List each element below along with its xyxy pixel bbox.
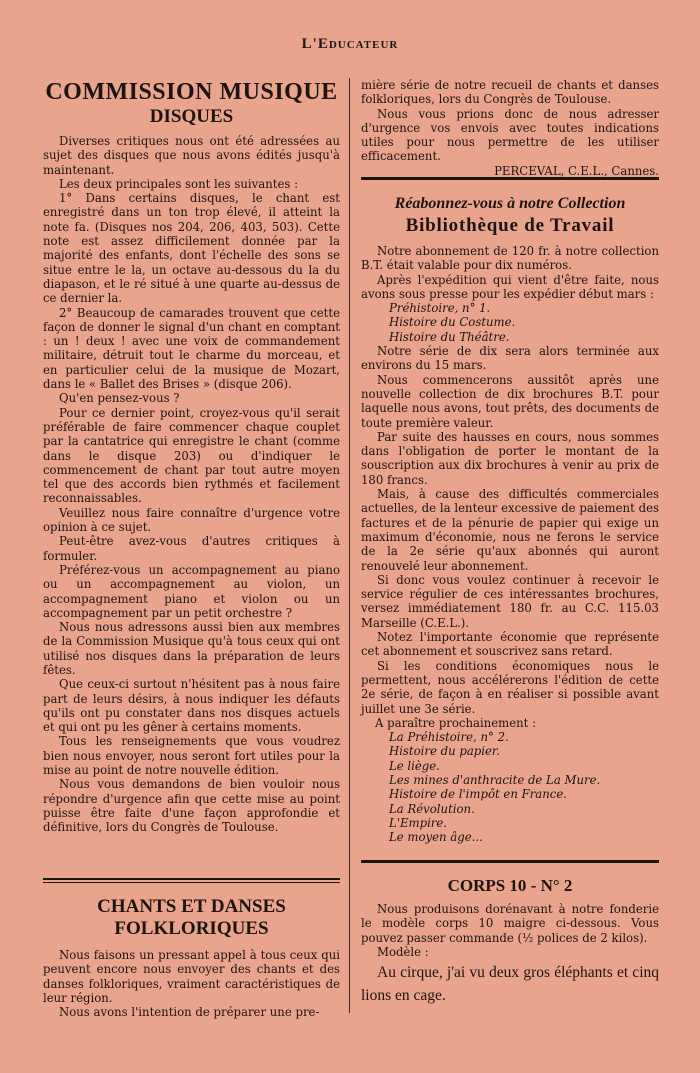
upcoming-list-item: Le moyen âge... [389,830,483,845]
paragraph: Pour ce dernier point, croyez-vous qu'il serait préférable de faire commencer chaque couplet par la cantatrice qui enregistre le chant (comme dans le disque 203) ou d'indiquer le commencement de chant par tout autre moyen tel que des accords bien rythmés et facilement reconnaissables. [43,405,340,506]
paragraph: Modèle : [377,944,429,959]
paragraph: Nous produisons dorénavant à notre fonderie le modèle corps 10 maigre ci-dessous. Vous pouvez passer commande (½ polices de 2 kilos). [361,902,659,945]
paragraph: Tous les renseignements que vous voudrez bien nous envoyer, nous seront fort utiles pour la mise au point de notre nouvelle édition. [43,734,340,778]
upcoming-list-item: Les mines d'anthracite de La Mure. [389,772,601,787]
reabonnez-title: Réabonnez-vous à notre Collection [394,195,626,212]
upcoming-list-item: Histoire de l'impôt en France. [389,787,567,802]
section-divider [361,860,659,863]
upcoming-list-item: Le liège. [389,758,440,773]
reabonnez-subtitle: Bibliothèque de Travail [405,215,615,236]
paragraph: Les deux principales sont les suivantes : [59,176,299,191]
paragraph: Nous faisons un pressant appel à tous ceux qui peuvent encore nous envoyer des chants et des danses folkloriques, vraiment caractéristiques de leur région. [43,948,340,1005]
paragraph: Qu'en pensez-vous ? [59,391,180,406]
upcoming-label: A paraître prochainement : [375,715,537,730]
paragraph: Diverses critiques nous ont été adressées au sujet des disques que nous avons édités jusqu'à maintenant. [43,134,340,177]
paragraph: Après l'expédition qui vient d'être faite, nous avons sous presse pour les expédier début mars : [361,272,659,301]
paragraph: Veuillez nous faire connaître d'urgence votre opinion à ce sujet. [43,505,340,535]
section-divider [361,177,659,180]
section-divider [43,878,340,883]
paragraph: 1° Dans certains disques, le chant est enregistré dans un ton trop élevé, il atteint la note fa. (Disques nos 204, 206, 403, 503). Cette note est assez difficilement donnée par la majorité des enfants, dont l'échelle des sons se situe entre le la, un octave au-dessous du la du diapason, et le ré situé à une quarte au-dessus de ce dernier la. [43,191,340,306]
running-title: L'Educateur [301,36,399,52]
paragraph: Nous vous demandons de bien vouloir nous répondre d'urgence afin que cette mise au point puisse être faite d'une façon approfondie et définitive, lors du Congrès de Toulouse. [43,777,340,835]
chants-continuation [361,78,659,178]
model-sample-text: Au cirque, j'ai vu deux gros éléphants et cinq lions en cage. [361,964,659,1005]
paragraph: Mais, à cause des difficultés commerciales actuelles, de la lenteur excessive de paiement des factures et de la pénurie de papier qui exige un maximum d'économie, nous ne ferons le service de la 2e série qu'aux abonnés qui auront renouvelé leur abonnement. [361,487,659,573]
upcoming-list-item: La Révolution. [389,801,475,816]
reabonnez-section [361,194,659,844]
paragraph: mière série de notre recueil de chants et danses folkloriques, lors du Congrès de Toulouse. [361,78,659,107]
chants-title-line2: FOLKLORIQUES [114,918,269,939]
chants-title-line1: CHANTS ET DANSES [97,896,286,917]
paragraph: Notre série de dix sera alors terminée aux environs du 15 mars. [361,344,659,373]
paragraph: Notre abonnement de 120 fr. à notre collection B.T. était valable pour dix numéros. [361,244,659,273]
paragraph: Si les conditions économiques nous le permettent, nous accélérerons l'édition de cette 2e série, de façon à en réaliser si possible avant juillet une 3e série. [361,658,659,716]
commission-body [43,134,340,835]
corps-section [361,876,659,1007]
press-list-item: Histoire du Théâtre. [389,329,510,344]
paragraph: Si donc vous voulez continuer à recevoir le service régulier de ces intéressantes brochures, versez immédiatement 180 fr. au C.C. 115.03 Marseille (C.E.L.). [361,572,659,630]
corps-title: CORPS 10 - N° 2 [447,876,573,895]
paragraph: Nous commencerons aussitôt après une nouvelle collection de dix brochures B.T. pour laquelle nous avons, tout prêts, des documents de toute première valeur. [361,372,659,430]
paragraph: Nous nous adressons aussi bien aux membres de la Commission Musique qu'à tous ceux qui ont utilisé nos disques dans la préparation de leurs fêtes. [43,620,340,677]
upcoming-list-item: L'Empire. [389,815,448,830]
commission-title: COMMISSION MUSIQUE [45,79,338,105]
paragraph: Nous vous prions donc de nous adresser d'urgence vos envois avec toutes indications utiles pour nous permettre de les utiliser efficacement. [361,106,659,164]
paragraph: Préférez-vous un accompagnement au piano ou un accompagnement au violon, un accompagnement piano et violon ou un accompagnement par un petit orchestre ? [43,562,340,620]
press-list-item: Préhistoire, n° 1. [389,301,491,316]
chants-section [43,896,340,1019]
upcoming-list-item: Histoire du papier. [389,744,500,759]
column-divider [349,78,350,1013]
upcoming-list-item: La Préhistoire, n° 2. [389,730,509,745]
paragraph: Nous avons l'intention de préparer une pre- [59,1005,320,1020]
left-column [43,78,340,835]
signature: PERCEVAL, C.E.L., Cannes. [494,163,659,178]
paragraph: Que ceux-ci surtout n'hésitent pas à nous faire part de leurs désirs, à nous indiquer les défauts qu'ils ont pu constater dans nos disques actuels et qui ont pu les gêner à certains moments. [43,677,340,735]
paragraph: Par suite des hausses en cours, nous sommes dans l'obligation de porter le montant de la souscription aux dix brochures à venir au prix de 180 francs. [361,429,659,487]
paragraph: 2° Beaucoup de camarades trouvent que cette façon de donner le signal d'un chant en comptant : un ! deux ! avec une voix de commandement militaire, détruit tout le charme du morceau, et en particulier celui de la musique de Mozart, dans le « Ballet des Brises » (disque 206). [43,305,340,392]
paragraph: Notez l'importante économie que représente cet abonnement et souscrivez sans retard. [361,630,659,659]
commission-subtitle: DISQUES [149,106,234,127]
paragraph: Peut-être avez-vous d'autres critiques à formuler. [43,534,340,563]
press-list-item: Histoire du Costume. [389,315,516,330]
